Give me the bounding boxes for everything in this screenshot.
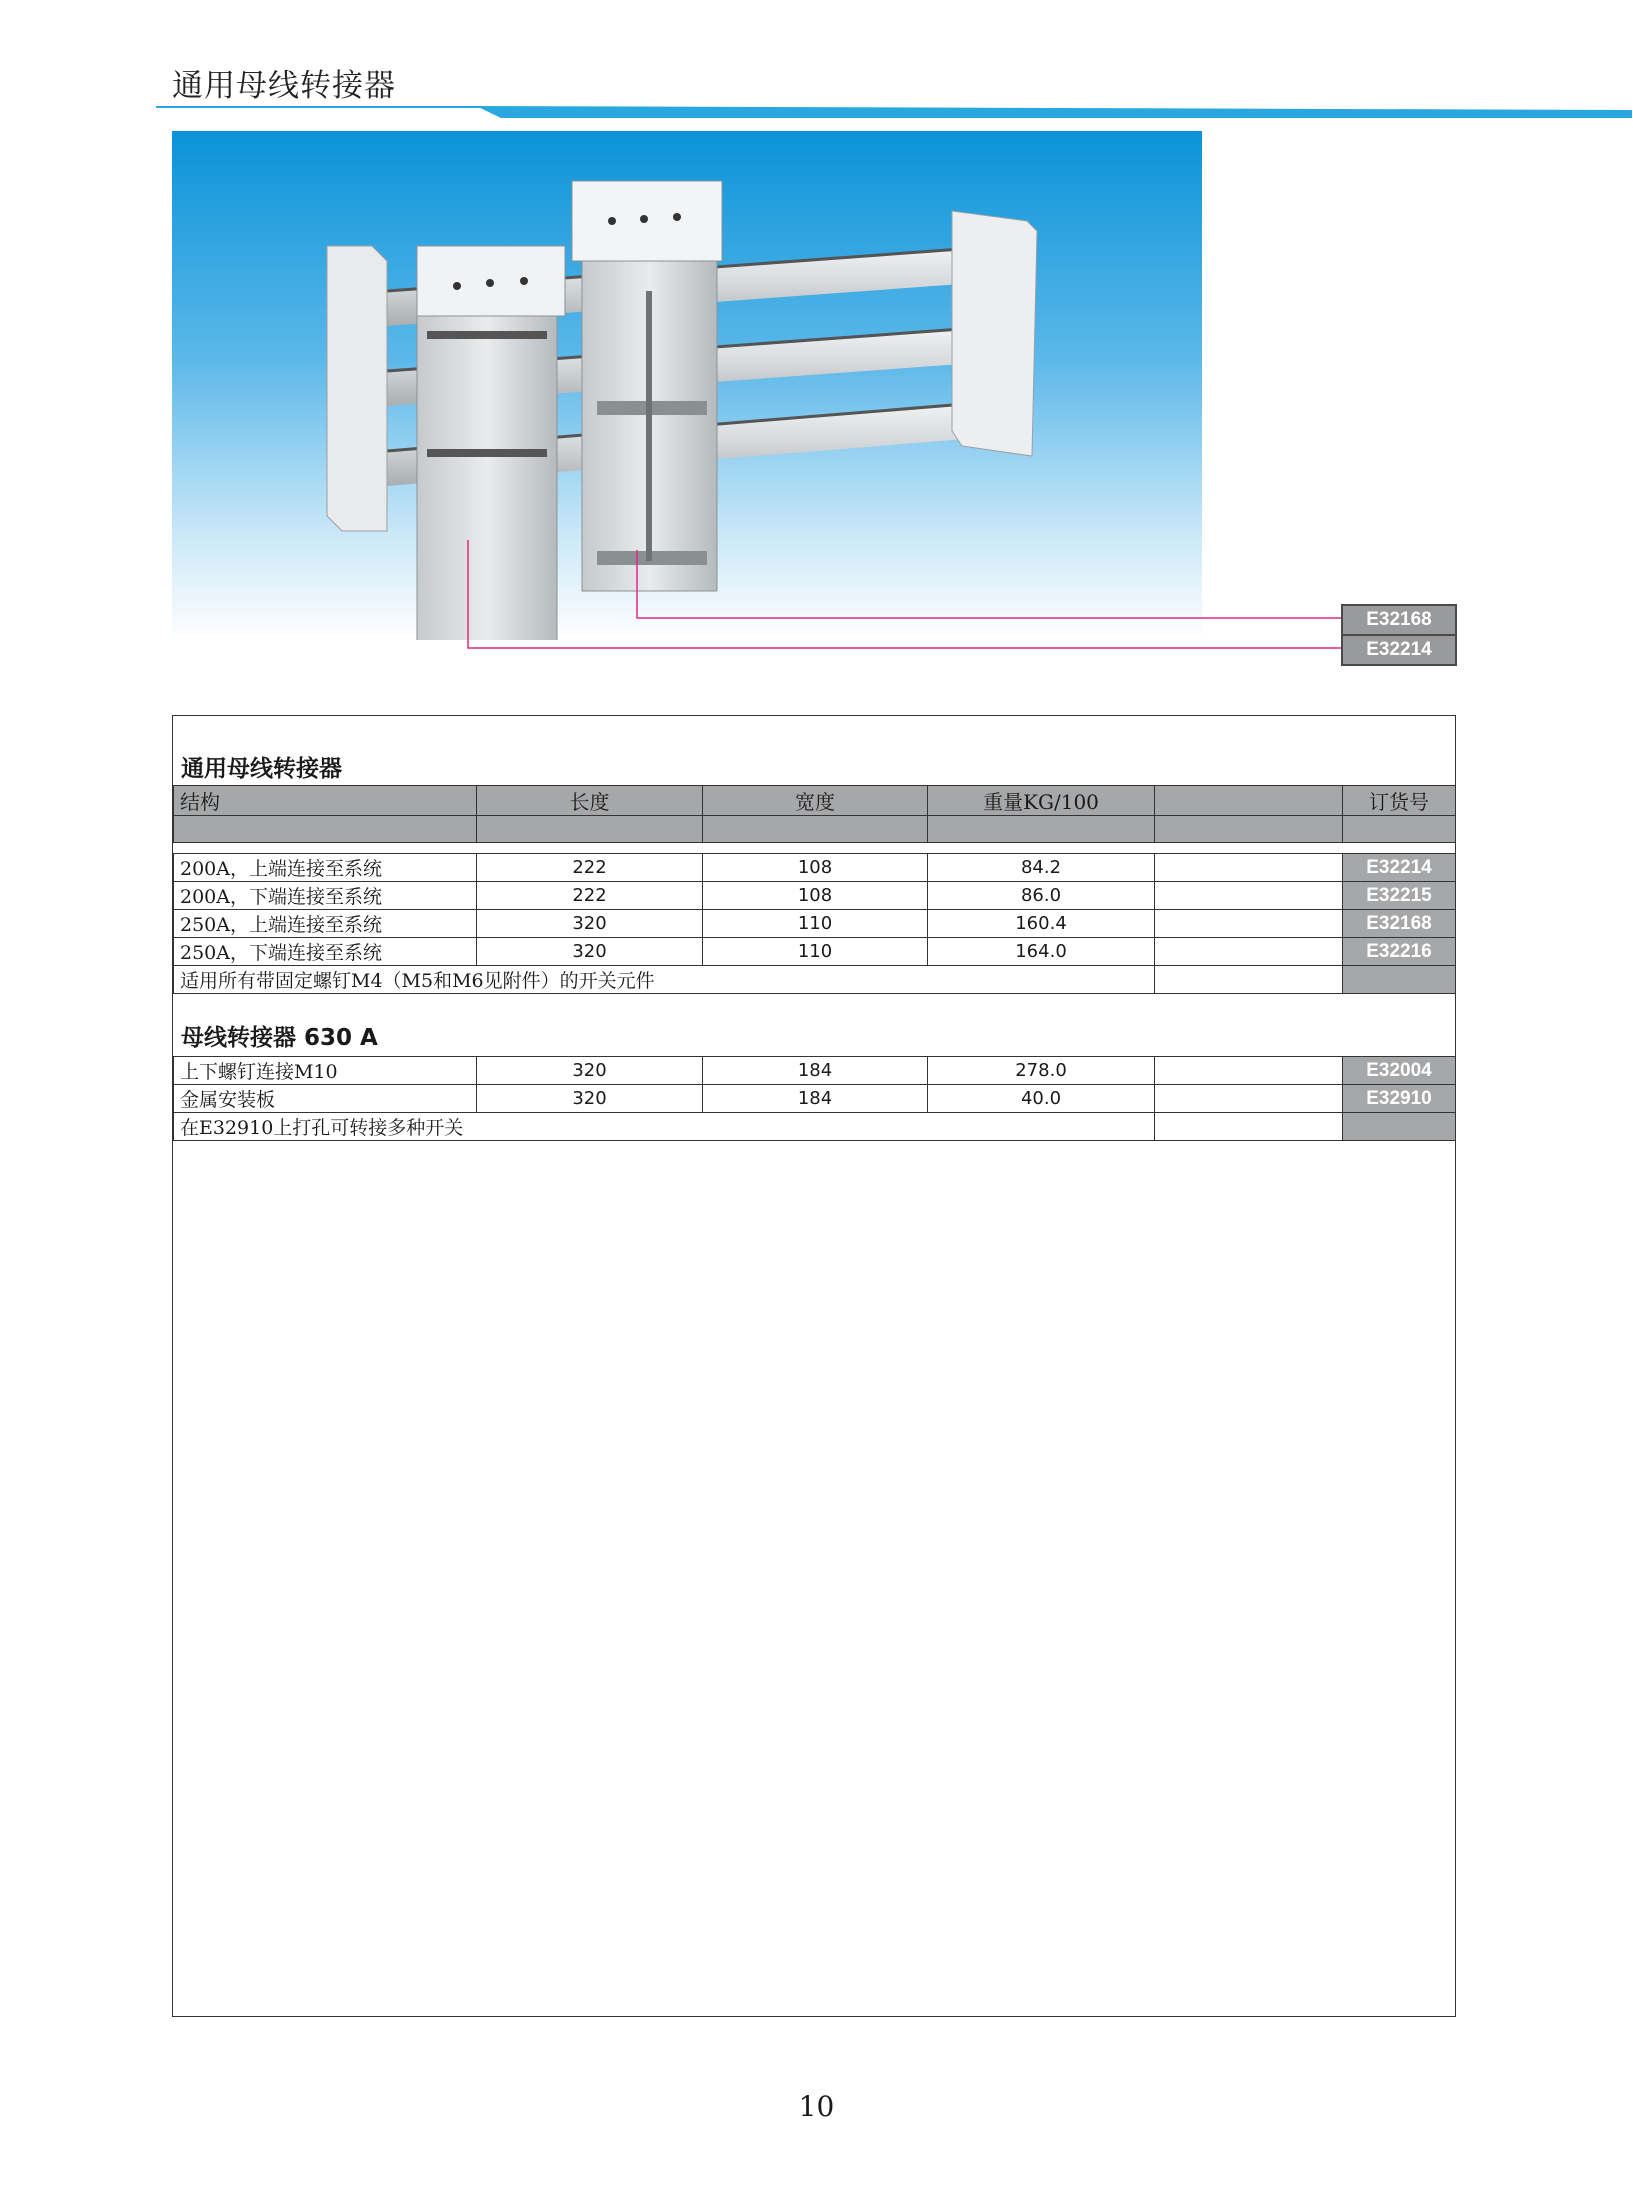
table-row: 250A，下端连接至系统 320 110 164.0 E32216 xyxy=(174,938,1456,966)
table-header-row xyxy=(174,786,1456,816)
page-number: 10 xyxy=(798,2090,835,2123)
product-table xyxy=(173,785,1456,994)
product-table-630a xyxy=(173,1056,1456,1141)
column-header: 订货号 xyxy=(1343,786,1456,816)
callout-label: E32214 xyxy=(1341,634,1457,666)
order-code: E32215 xyxy=(1343,882,1456,910)
column-header: 重量KG/100 xyxy=(928,786,1155,816)
order-code: E32910 xyxy=(1343,1085,1456,1113)
product-table-panel xyxy=(172,715,1456,2017)
table-row: 200A，上端连接至系统 222 108 84.2 E32214 xyxy=(174,854,1456,882)
section-title: 通用母线转接器 xyxy=(181,756,342,782)
table-row: 金属安装板 320 184 40.0 E32910 xyxy=(174,1085,1456,1113)
title-rule xyxy=(156,106,1632,118)
section-title: 母线转接器 630 A xyxy=(181,1025,378,1051)
column-header: 结构 xyxy=(174,786,477,816)
table-note: 适用所有带固定螺钉M4（M5和M6见附件）的开关元件 xyxy=(174,966,1155,994)
order-code: E32168 xyxy=(1343,910,1456,938)
column-header xyxy=(1155,786,1343,816)
table-note: 在E32910上打孔可转接多种开关 xyxy=(174,1113,1155,1141)
column-header: 长度 xyxy=(477,786,703,816)
table-row: 200A，下端连接至系统 222 108 86.0 E32215 xyxy=(174,882,1456,910)
product-photo xyxy=(172,131,1202,640)
order-code: E32004 xyxy=(1343,1057,1456,1085)
order-code: E32214 xyxy=(1343,854,1456,882)
table-header-spacer xyxy=(174,816,1456,843)
table-row: 上下螺钉连接M10 320 184 278.0 E32004 xyxy=(174,1057,1456,1085)
order-code: E32216 xyxy=(1343,938,1456,966)
page-title: 通用母线转接器 xyxy=(172,68,396,104)
table-note-row xyxy=(174,966,1456,994)
callout-label: E32168 xyxy=(1341,604,1457,636)
table-row: 250A，上端连接至系统 320 110 160.4 E32168 xyxy=(174,910,1456,938)
adapter-right xyxy=(572,181,722,591)
adapter-left xyxy=(417,246,565,640)
column-header: 宽度 xyxy=(703,786,928,816)
table-note-row xyxy=(174,1113,1456,1141)
